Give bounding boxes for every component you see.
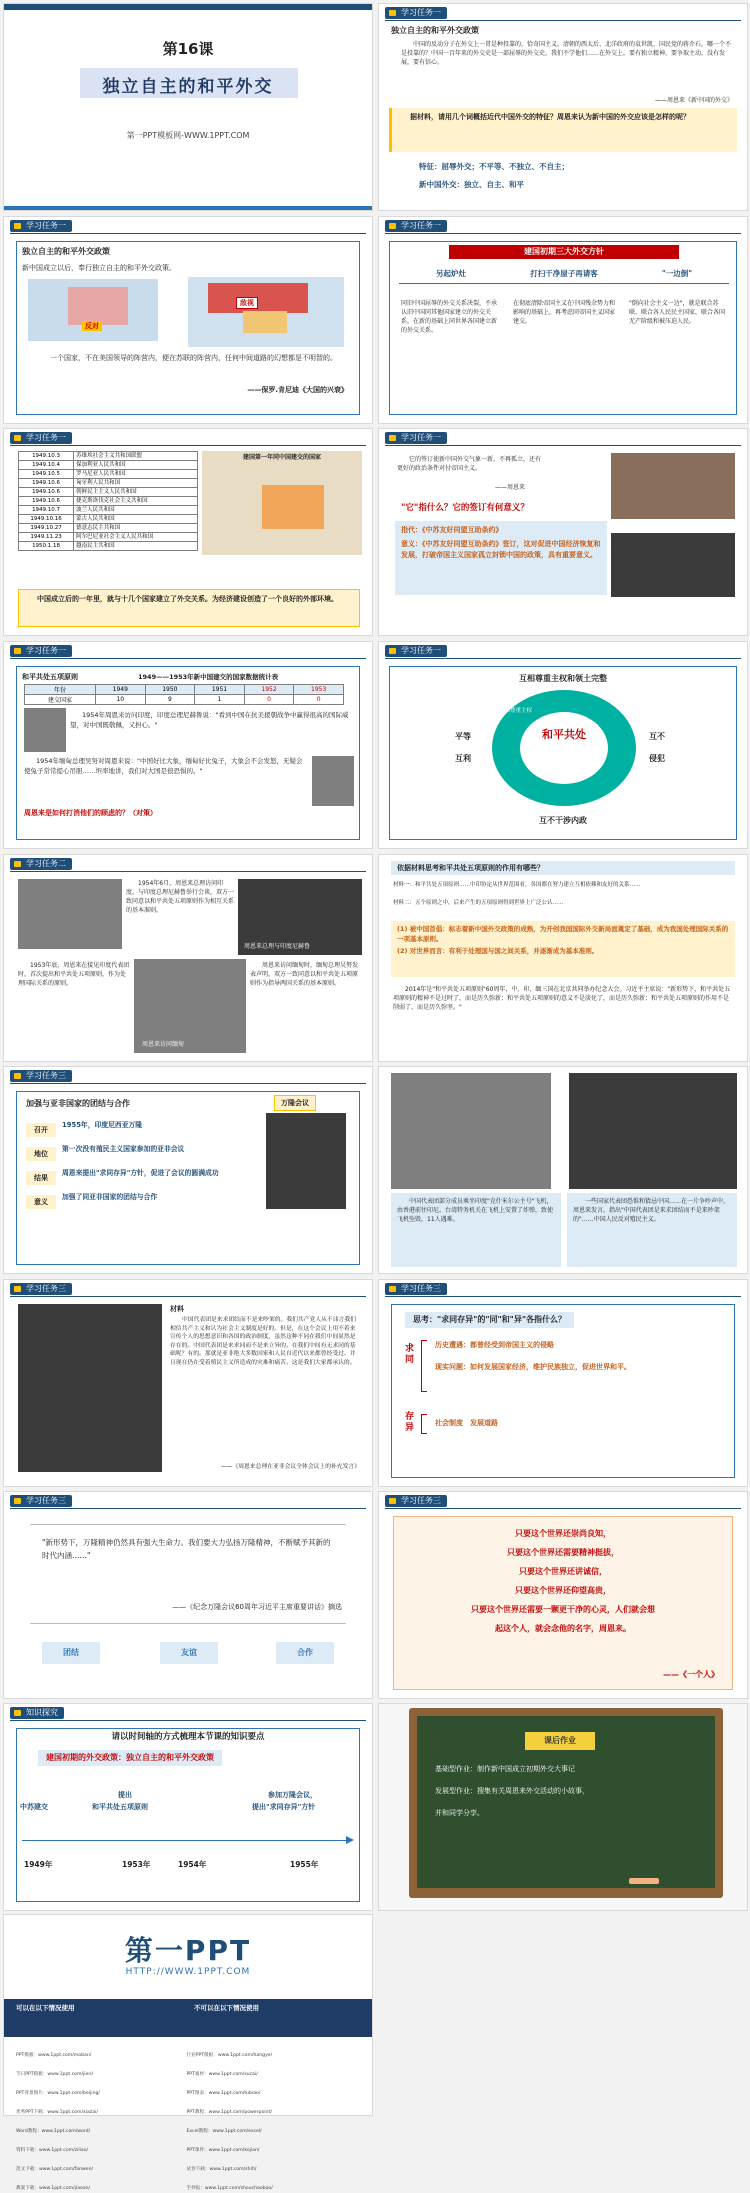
keyword-reserve: 存异 — [405, 1412, 415, 1433]
resource-link[interactable]: PPT模板：www.1ppt.com/moban/ — [16, 2053, 92, 2058]
resource-link[interactable]: PPT背景图片：www.1ppt.com/beijing/ — [16, 2091, 100, 2096]
fact-value: 1955年，印度尼西亚万隆 — [62, 1121, 143, 1129]
event-2a: 提出 — [118, 1791, 132, 1799]
inner-circle — [520, 712, 608, 784]
resource-link[interactable]: 手抄报：www.1ppt.com/shouchaobao/ — [186, 2186, 273, 2191]
answer-2: 新中国外交：独立、自主、和平 — [419, 180, 524, 189]
task-tag: 学习任务一 — [10, 432, 72, 444]
text-box-1 — [391, 1193, 561, 1267]
slide-7[interactable] — [3, 641, 373, 849]
slide-18[interactable] — [378, 1703, 748, 1911]
paragraph-burma: 周恩来访问缅甸时，缅甸总理吴努发表声明，双方一致同意以和平共处五项原则作为指导两国关系的基本原则。 — [250, 962, 359, 987]
value-cooperation: 合作 — [276, 1642, 334, 1664]
date-cell: 1949.10.16 — [19, 515, 74, 524]
resource-link[interactable]: PPT素材：www.1ppt.com/sucai/ — [186, 2072, 258, 2077]
question: 周恩来是如何打消他们的顾虑的？（对策） — [24, 809, 157, 817]
slide-6[interactable] — [378, 428, 748, 636]
fact-value: 周恩来提出"求同存异"方针，促进了会议的圆满成功 — [62, 1169, 219, 1177]
quote-text: 它的签订使新中国外交气象一新，不再孤立，还有更好的政治条件对付帝国主义。 — [397, 456, 542, 472]
slide-header — [4, 429, 372, 447]
answer-1: 特征：屈辱外交；不平等、不独立、不自主； — [419, 162, 569, 171]
material-label: 材料 — [170, 1305, 184, 1313]
slide-header — [379, 4, 747, 22]
country-cell: 匈牙利人民共和国 — [74, 479, 198, 488]
plane-wreck-photo — [391, 1073, 551, 1189]
slide-header — [4, 217, 372, 235]
count-cell: 1 — [195, 695, 245, 705]
material-1: 材料一：和平共处五项原则……中印协定从世界范围看，各国都在努力建立互相依赖和友好的关系…… — [393, 882, 641, 888]
bracket-1 — [421, 1340, 427, 1392]
task-tag: 学习任务三 — [385, 1283, 447, 1295]
task-tag: 学习任务三 — [10, 1070, 72, 1082]
date-cell: 1949.10.6 — [19, 479, 74, 488]
slide-header — [379, 1280, 747, 1298]
handshake-photo — [238, 879, 362, 955]
year-cell: 1950 — [145, 685, 195, 695]
bottom-band — [4, 206, 372, 210]
fact-key: 召开 — [26, 1123, 56, 1137]
summary-text: 中国成立后的一年里，就与十几个国家建立了外交关系。为经济建设创造了一个良好的外部环境。 — [37, 595, 338, 603]
year-cell: 年份 — [25, 685, 96, 695]
slide-header — [4, 1492, 372, 1510]
slide-header — [4, 1280, 372, 1298]
poem-line: 只要这个世界还仰望高贵， — [515, 1586, 611, 1595]
unu-portrait — [312, 756, 354, 806]
notice-band — [4, 1999, 372, 2037]
homework-basic: 基础型作业：制作新中国成立初期外交大事记 — [435, 1765, 575, 1773]
question: 请以时间轴的方式梳理本节课的知识要点 — [111, 1732, 265, 1742]
table-title: 1949——1953年新中国建交的国家数据统计表 — [138, 673, 279, 681]
year-1954: 1954年 — [178, 1860, 207, 1869]
lesson-title: 独立自主的和平外交 — [102, 77, 274, 97]
policy-1-body: 同旧中国屈辱的外交关系决裂，不承认旧中国同其他国家建立的外交关系，在新的基础上同世界各国建立新的外交关系。 — [401, 300, 498, 334]
policy-line: 新中国成立以后，奉行独立自主的和平外交政策。 — [22, 264, 176, 272]
task-tag: 学习任务一 — [10, 645, 72, 657]
value-friendship: 友谊 — [160, 1642, 218, 1664]
principle-top: 互相尊重主权和领土完整 — [519, 674, 607, 683]
date-cell: 1949.10.6 — [19, 497, 74, 506]
policy-summary: 建国初期的外交政策：独立自主的和平外交政策 — [38, 1750, 222, 1766]
principle-right-2: 侵犯 — [649, 754, 665, 763]
slide-header — [4, 1067, 372, 1085]
bracket-2 — [421, 1414, 427, 1434]
quote-source: ——保罗.肯尼迪《大国的兴衰》 — [247, 386, 348, 394]
material-2: 材料二：五个原则之中，后来产生的五项原则得到世界上广泛公认…… — [393, 900, 564, 906]
resource-link[interactable]: Word教程：www.1ppt.com/word/ — [16, 2129, 91, 2134]
forbidden-head: 不可以在以下情况使用 — [194, 2004, 259, 2012]
country-cell: 越南民主共和国 — [74, 542, 198, 551]
diplomacy-table — [18, 451, 198, 551]
task-tag: 学习任务一 — [385, 432, 447, 444]
answer-1: 指代：《中苏友好同盟互助条约》 — [401, 526, 503, 534]
homework-advanced: 发展型作业：搜集有关周恩来外交活动的小故事， — [435, 1787, 589, 1795]
slide-16[interactable] — [378, 1491, 748, 1699]
caption-1: 周恩来总理与印度尼赫鲁 — [244, 943, 311, 950]
poem-source: ——《一个人》 — [663, 1670, 719, 1679]
question-bar — [391, 861, 735, 875]
slide-10[interactable] — [378, 854, 748, 1062]
table-row — [19, 470, 198, 479]
task-tag: 学习任务三 — [10, 1283, 72, 1295]
policy-3-head: "一边倒" — [661, 269, 693, 278]
slide-header — [379, 429, 747, 447]
quote-source: ——周恩来《新中国的外交》 — [654, 97, 733, 104]
speech-paragraph: 一些国家代表团恐惧和猜忌中国……在一片争吵声中，周恩来发言，指出"中国代表团是来求团结而不是来吵架的"……中国人民反对殖民主义。 — [573, 1198, 730, 1223]
date-cell: 1949.11.23 — [19, 533, 74, 542]
slide-13[interactable] — [3, 1279, 373, 1487]
table-row — [19, 506, 198, 515]
homework-share: 并和同学分享。 — [435, 1809, 484, 1817]
resource-link[interactable]: 优秀PPT下载：www.1ppt.com/xiazai/ — [16, 2110, 98, 2115]
fact-key: 地位 — [26, 1147, 56, 1161]
question-text: 据材料，请用几个词概括近代中国外交的特征？周恩来认为新中国的外交应该是怎样的呢？ — [410, 113, 690, 121]
table-row — [19, 524, 198, 533]
summary-box — [18, 589, 360, 627]
table-row — [19, 533, 198, 542]
table-row — [19, 542, 198, 551]
table-row — [19, 461, 198, 470]
quote-source: ——周恩来 — [495, 484, 526, 491]
answer-2: 意义：《中苏友好同盟互助条约》签订，这对促进中国经济恢复和发展，打破帝国主义国家孤立封锁中国的政策，具有重要意义。 — [401, 540, 601, 559]
slide-header — [379, 1492, 747, 1510]
slide-5[interactable] — [3, 428, 373, 636]
divider — [399, 283, 729, 284]
slide-header — [379, 217, 747, 235]
fact-row — [26, 1145, 256, 1165]
material-source: ——《周恩来总理在亚非会议全体会议上的补充发言》 — [220, 1464, 360, 1470]
country-cell: 阿尔巴尼亚社会主义人民共和国 — [74, 533, 198, 542]
homework-title: 课后作业 — [525, 1732, 595, 1750]
date-cell: 1949.10.6 — [19, 488, 74, 497]
policy-3-body: "倒向社会主义一边"，就是联合苏联、联合各人民民主国家，联合各国无产阶级和被压迫人民。 — [629, 300, 726, 325]
count-cell: 0 — [244, 695, 294, 705]
table-row — [19, 515, 198, 524]
event-3a: 参加万隆会议， — [268, 1791, 317, 1799]
task-tag: 学习任务一 — [10, 220, 72, 232]
same-history: 历史遭遇：都曾经受到帝国主义的侵略 — [435, 1341, 554, 1349]
task-tag: 学习任务一 — [385, 220, 447, 232]
conference-hall-photo — [569, 1073, 737, 1189]
poem-line: 起这个人，就会念他的名字，周恩来。 — [495, 1624, 631, 1633]
resource-link[interactable]: 教案下载：www.1ppt.com/jiaoan/ — [16, 2186, 91, 2191]
policy-2-body: 在彻底清除帝国主义在中国残余势力和影响的基础上，再考虑同帝国主义国家建交。 — [513, 300, 616, 325]
section-head: 和平共处五项原则 — [22, 673, 78, 681]
paragraph-nehru: 1954年周恩来访问印度，印度总理尼赫鲁说："看到中国在抗美援朝战争中赢得很高的国际威望，对中国既敬佩，又担心。" — [70, 711, 349, 729]
principle-bottom: 互不干涉内政 — [539, 816, 587, 825]
count-cell: 10 — [95, 695, 145, 705]
answer-1: (1) 被中国首倡：标志着新中国外交政策的成熟，为开创我国国际外交新局面奠定了基础，成为我国处理国际关系的一项基本原则。 — [397, 925, 729, 943]
country-cell: 蒙古人民共和国 — [74, 515, 198, 524]
year-cell: 1952 — [244, 685, 294, 695]
section-head: 独立自主的和平外交政策 — [391, 26, 479, 35]
keyword-seek: 求同 — [405, 1344, 415, 1365]
chalk-icon — [629, 1878, 659, 1884]
quote-text: 中国的反动分子在外交上一贯是种投靠的，恰奇国主义。清朝的西太后、北洋政府的袁世凯、国民党的蒋介石，哪一个不是投靠的？中国一百年来的外交史是一部屈辱的外交史。我们不学他们……在外交上，要有独立精神，要争取主动，没有发展，要有信心。 — [401, 41, 732, 66]
paragraph-india: 1954年6月，周恩来总理访问印度，与印度总理尼赫鲁举行会谈，双方一致同意以和平共处五项原则作为相互关系的基本准则。 — [126, 880, 235, 914]
timeline-arrow-icon — [346, 1836, 354, 1844]
brand-logo: 第一PPT — [124, 1934, 252, 1967]
fact-key: 结果 — [26, 1171, 56, 1185]
slide-19[interactable] — [3, 1914, 373, 2191]
slide-17[interactable] — [3, 1703, 373, 1911]
policy-title: 建国初期三大外交方针 — [449, 245, 679, 259]
country-cell: 德意志民主共和国 — [74, 524, 198, 533]
year-1953: 1953年 — [122, 1860, 151, 1869]
policy-1-head: 另起炉灶 — [436, 269, 466, 278]
world-map-image — [28, 279, 158, 341]
year-cell: 1953 — [294, 685, 344, 695]
principle-left-1: 平等 — [455, 732, 471, 741]
answer-2: (2) 对世界而言：有利于处理国与国之间关系，并逐渐成为基本准则。 — [397, 947, 599, 955]
slide-2[interactable] — [378, 3, 748, 211]
resource-link[interactable]: 节日PPT模板：www.1ppt.com/jieri/ — [16, 2072, 94, 2077]
slide-12[interactable] — [378, 1066, 748, 1274]
fact-row — [26, 1193, 256, 1213]
year-cell: 1949 — [95, 685, 145, 695]
fact-value: 加强了同亚非国家的团结与合作 — [62, 1193, 158, 1201]
principles-ring — [489, 686, 639, 810]
table-row — [19, 479, 198, 488]
slide-title[interactable] — [3, 3, 373, 211]
country-cell: 波兰人民共和国 — [74, 506, 198, 515]
task-tag: 学习任务一 — [385, 7, 447, 19]
resource-link[interactable]: Excel教程：www.1ppt.com/excel/ — [186, 2129, 262, 2134]
question-box — [389, 108, 737, 152]
ring-text: 互相尊重主权 — [499, 708, 533, 714]
resource-link[interactable]: PPT图表：www.1ppt.com/tubiao/ — [186, 2091, 261, 2096]
question: 思考："求同存异"的"同"和"异"各指什么？ — [405, 1312, 574, 1328]
asia-map-image — [202, 451, 362, 555]
task-tag: 学习任务一 — [385, 645, 447, 657]
slide-header — [379, 642, 747, 660]
resource-link[interactable]: PPT教程：www.1ppt.com/powerpoint/ — [186, 2110, 272, 2115]
slide-4[interactable] — [378, 216, 748, 424]
resource-link[interactable]: 范文下载：www.1ppt.com/fanwen/ — [16, 2167, 94, 2172]
conference-photo — [18, 879, 122, 949]
answer-box — [395, 521, 607, 595]
country-cell: 苏维埃社会主义共和国联盟 — [74, 452, 198, 461]
label-oppose: 反对 — [82, 321, 102, 331]
country-cell: 罗马尼亚人民共和国 — [74, 470, 198, 479]
table-row — [19, 488, 198, 497]
nehru-portrait — [24, 708, 66, 752]
date-cell: 1949.10.3 — [19, 452, 74, 461]
question: "它"指什么？它的签订有何意义？ — [401, 503, 529, 513]
quote-text: 一个国家，不在美国领导的阵营内，便在苏联的阵营内，任何中间道路的幻想都是不明智的。 — [50, 354, 337, 362]
slide-header — [4, 1704, 372, 1722]
poem-line: 只要这个世界还需要一颗更干净的心灵，人们就会想 — [471, 1605, 655, 1614]
zhou-enlai-photo — [266, 1113, 346, 1209]
content-frame — [391, 1304, 735, 1478]
date-cell: 1949.10.27 — [19, 524, 74, 533]
top-band — [4, 4, 372, 10]
quote-source: ——《纪念万隆会议60周年习近平主席重要讲话》摘选 — [172, 1603, 342, 1611]
country-cell: 朝鲜民主主义人民共和国 — [74, 488, 198, 497]
material-text: 中国代表团是来求团结而不是来吵架的。我们共产党人从不讳言我们相信共产主义和认为社会主义制度是好的。但是，在这个会议上用不着来宣传个人的思想意识和各国的政治制度，虽然这种不同在我们中间显然是存在的。中国代表团是来求同而不是来立异的。在我们中间有无求同的基础呢？有的。那就是亚非绝大多数国家和人民自近代以来都曾经受过、并且现在仍在受着殖民主义所造成的灾难和痛苦。这是我们大家都承认的。 — [170, 1317, 356, 1366]
relations-table — [24, 684, 344, 705]
task-tag: 知识探究 — [10, 1707, 64, 1719]
crash-paragraph: 中国代表团部分成员乘坐印度"克什米尔公主号"飞机，由香港前往印尼。台湾特务机关在飞机上安置了炸弹，致使飞机坠毁，11人遇难。 — [397, 1198, 554, 1223]
slide-3[interactable] — [3, 216, 373, 424]
slide-header — [4, 642, 372, 660]
date-cell: 1949.10.5 — [19, 470, 74, 479]
lesson-number: 第16课 — [162, 40, 214, 58]
slide-15[interactable] — [3, 1491, 373, 1699]
count-cell: 9 — [145, 695, 195, 705]
count-cell: 建交国家 — [25, 695, 96, 705]
paragraph-unu: 1954年缅甸总理吴努对周恩来说："中国好比大象，缅甸好比兔子，大象会不会发怒，无疑会使兔子常常提心吊胆……坦率地讲，我们对大国是很恐惧的。" — [24, 757, 303, 775]
caption-2: 周恩来访问缅甸 — [142, 1041, 185, 1048]
conference-facts — [26, 1121, 256, 1217]
event-1: 中苏建交 — [20, 1803, 48, 1811]
burma-visit-photo — [134, 959, 246, 1053]
task-tag: 学习任务三 — [385, 1495, 447, 1507]
table-row — [19, 452, 198, 461]
resource-links — [16, 2041, 364, 2193]
center-text: 和平共处 — [542, 728, 586, 741]
fact-value: 第一次没有殖民主义国家参加的亚非会议 — [62, 1145, 185, 1153]
site-credit: 第一PPT模板网-WWW.1PPT.COM — [126, 131, 250, 140]
brand-url: HTTP://WWW.1PPT.COM — [125, 1967, 251, 1977]
anniversary-paragraph: 2014年是"和平共处五项原则"60周年，中、印、缅三国在北京共同举办纪念大会。习近平主席说："新形势下，和平共处五项原则的精神不是过时了，而是历久弥新；和平共处五项原则的意义不是淡化了，而是历久弥新；和平共处五项原则的作用不是削弱了，而是历久弥坚。" — [393, 986, 731, 1011]
poem-line: 只要这个世界还崇尚良知， — [515, 1529, 611, 1538]
section-head: 独立自主的和平外交政策 — [22, 247, 110, 256]
poem-line: 只要这个世界还讲诚信， — [519, 1567, 607, 1576]
asia-map-image — [188, 277, 344, 347]
event-2b: 和平共处五项原则 — [92, 1803, 148, 1811]
label-hostile: 敌视 — [236, 297, 258, 309]
date-cell: 1949.10.4 — [19, 461, 74, 470]
fact-row — [26, 1121, 256, 1141]
fact-row — [26, 1169, 256, 1189]
fact-key: 意义 — [26, 1195, 56, 1209]
year-1955: 1955年 — [290, 1860, 319, 1869]
poem-lines — [399, 1524, 727, 1638]
slide-11[interactable] — [3, 1066, 373, 1274]
resource-link[interactable]: 资料下载：www.1ppt.com/ziliao/ — [16, 2148, 89, 2153]
map-title: 建国第一年同中国建交的国家 — [242, 454, 321, 461]
slide-9[interactable] — [3, 854, 373, 1062]
poem-line: 只要这个世界还需要精神挺拔， — [507, 1548, 619, 1557]
country-cell: 保加利亚人民共和国 — [74, 461, 198, 470]
text-box-2 — [567, 1193, 737, 1267]
policy-2-head: 打扫干净屋子再请客 — [530, 269, 598, 278]
meeting-photo — [611, 533, 735, 597]
section-head: 加强与亚非国家的团结与合作 — [26, 1099, 130, 1108]
year-cell: 1951 — [195, 685, 245, 695]
count-cell: 0 — [294, 695, 344, 705]
photo-label: 万隆会议 — [274, 1095, 316, 1111]
treaty-signing-photo — [611, 453, 735, 519]
principle-right-1: 互不 — [649, 732, 665, 741]
paragraph-first-proposal: 1953年底，周恩来在接见印度代表团时，首次提出和平共处五项原则，作为处理国际关系的原则。 — [18, 962, 130, 987]
principle-left-2: 互利 — [455, 754, 471, 763]
question: 依据材料思考和平共处五项原则的作用有哪些？ — [397, 864, 544, 872]
quote-text: "新形势下，万隆精神仍然具有强大生命力。我们要大力弘扬万隆精神，不断赋予其新的时代内涵……" — [42, 1538, 331, 1560]
resource-link[interactable]: 行业PPT模板：www.1ppt.com/hangye/ — [186, 2053, 273, 2058]
answer-box — [391, 921, 735, 977]
date-cell: 1950.1.18 — [19, 542, 74, 551]
task-tag: 学习任务二 — [10, 858, 72, 870]
slide-14[interactable] — [378, 1279, 748, 1487]
value-unity: 团结 — [42, 1642, 100, 1664]
same-present: 现实问题：如何发展国家经济，维护民族独立，促进世界和平。 — [435, 1363, 631, 1371]
date-cell: 1949.10.7 — [19, 506, 74, 515]
task-tag: 学习任务三 — [10, 1495, 72, 1507]
timeline-axis — [22, 1840, 352, 1841]
resource-link[interactable]: 试卷下载：www.1ppt.com/shiti/ — [186, 2167, 257, 2172]
allowed-head: 可以在以下情况使用 — [16, 2004, 75, 2012]
event-3b: 提出"求同存异"方针 — [252, 1803, 316, 1811]
year-1949: 1949年 — [24, 1860, 53, 1869]
slide-header — [4, 855, 372, 873]
resource-link[interactable]: PPT课件：www.1ppt.com/kejian/ — [186, 2148, 260, 2153]
slide-8[interactable] — [378, 641, 748, 849]
differences: 社会制度 发展道路 — [435, 1419, 498, 1427]
table-row — [19, 497, 198, 506]
bandung-speech-photo — [18, 1304, 162, 1472]
country-cell: 捷克斯洛伐克社会主义共和国 — [74, 497, 198, 506]
